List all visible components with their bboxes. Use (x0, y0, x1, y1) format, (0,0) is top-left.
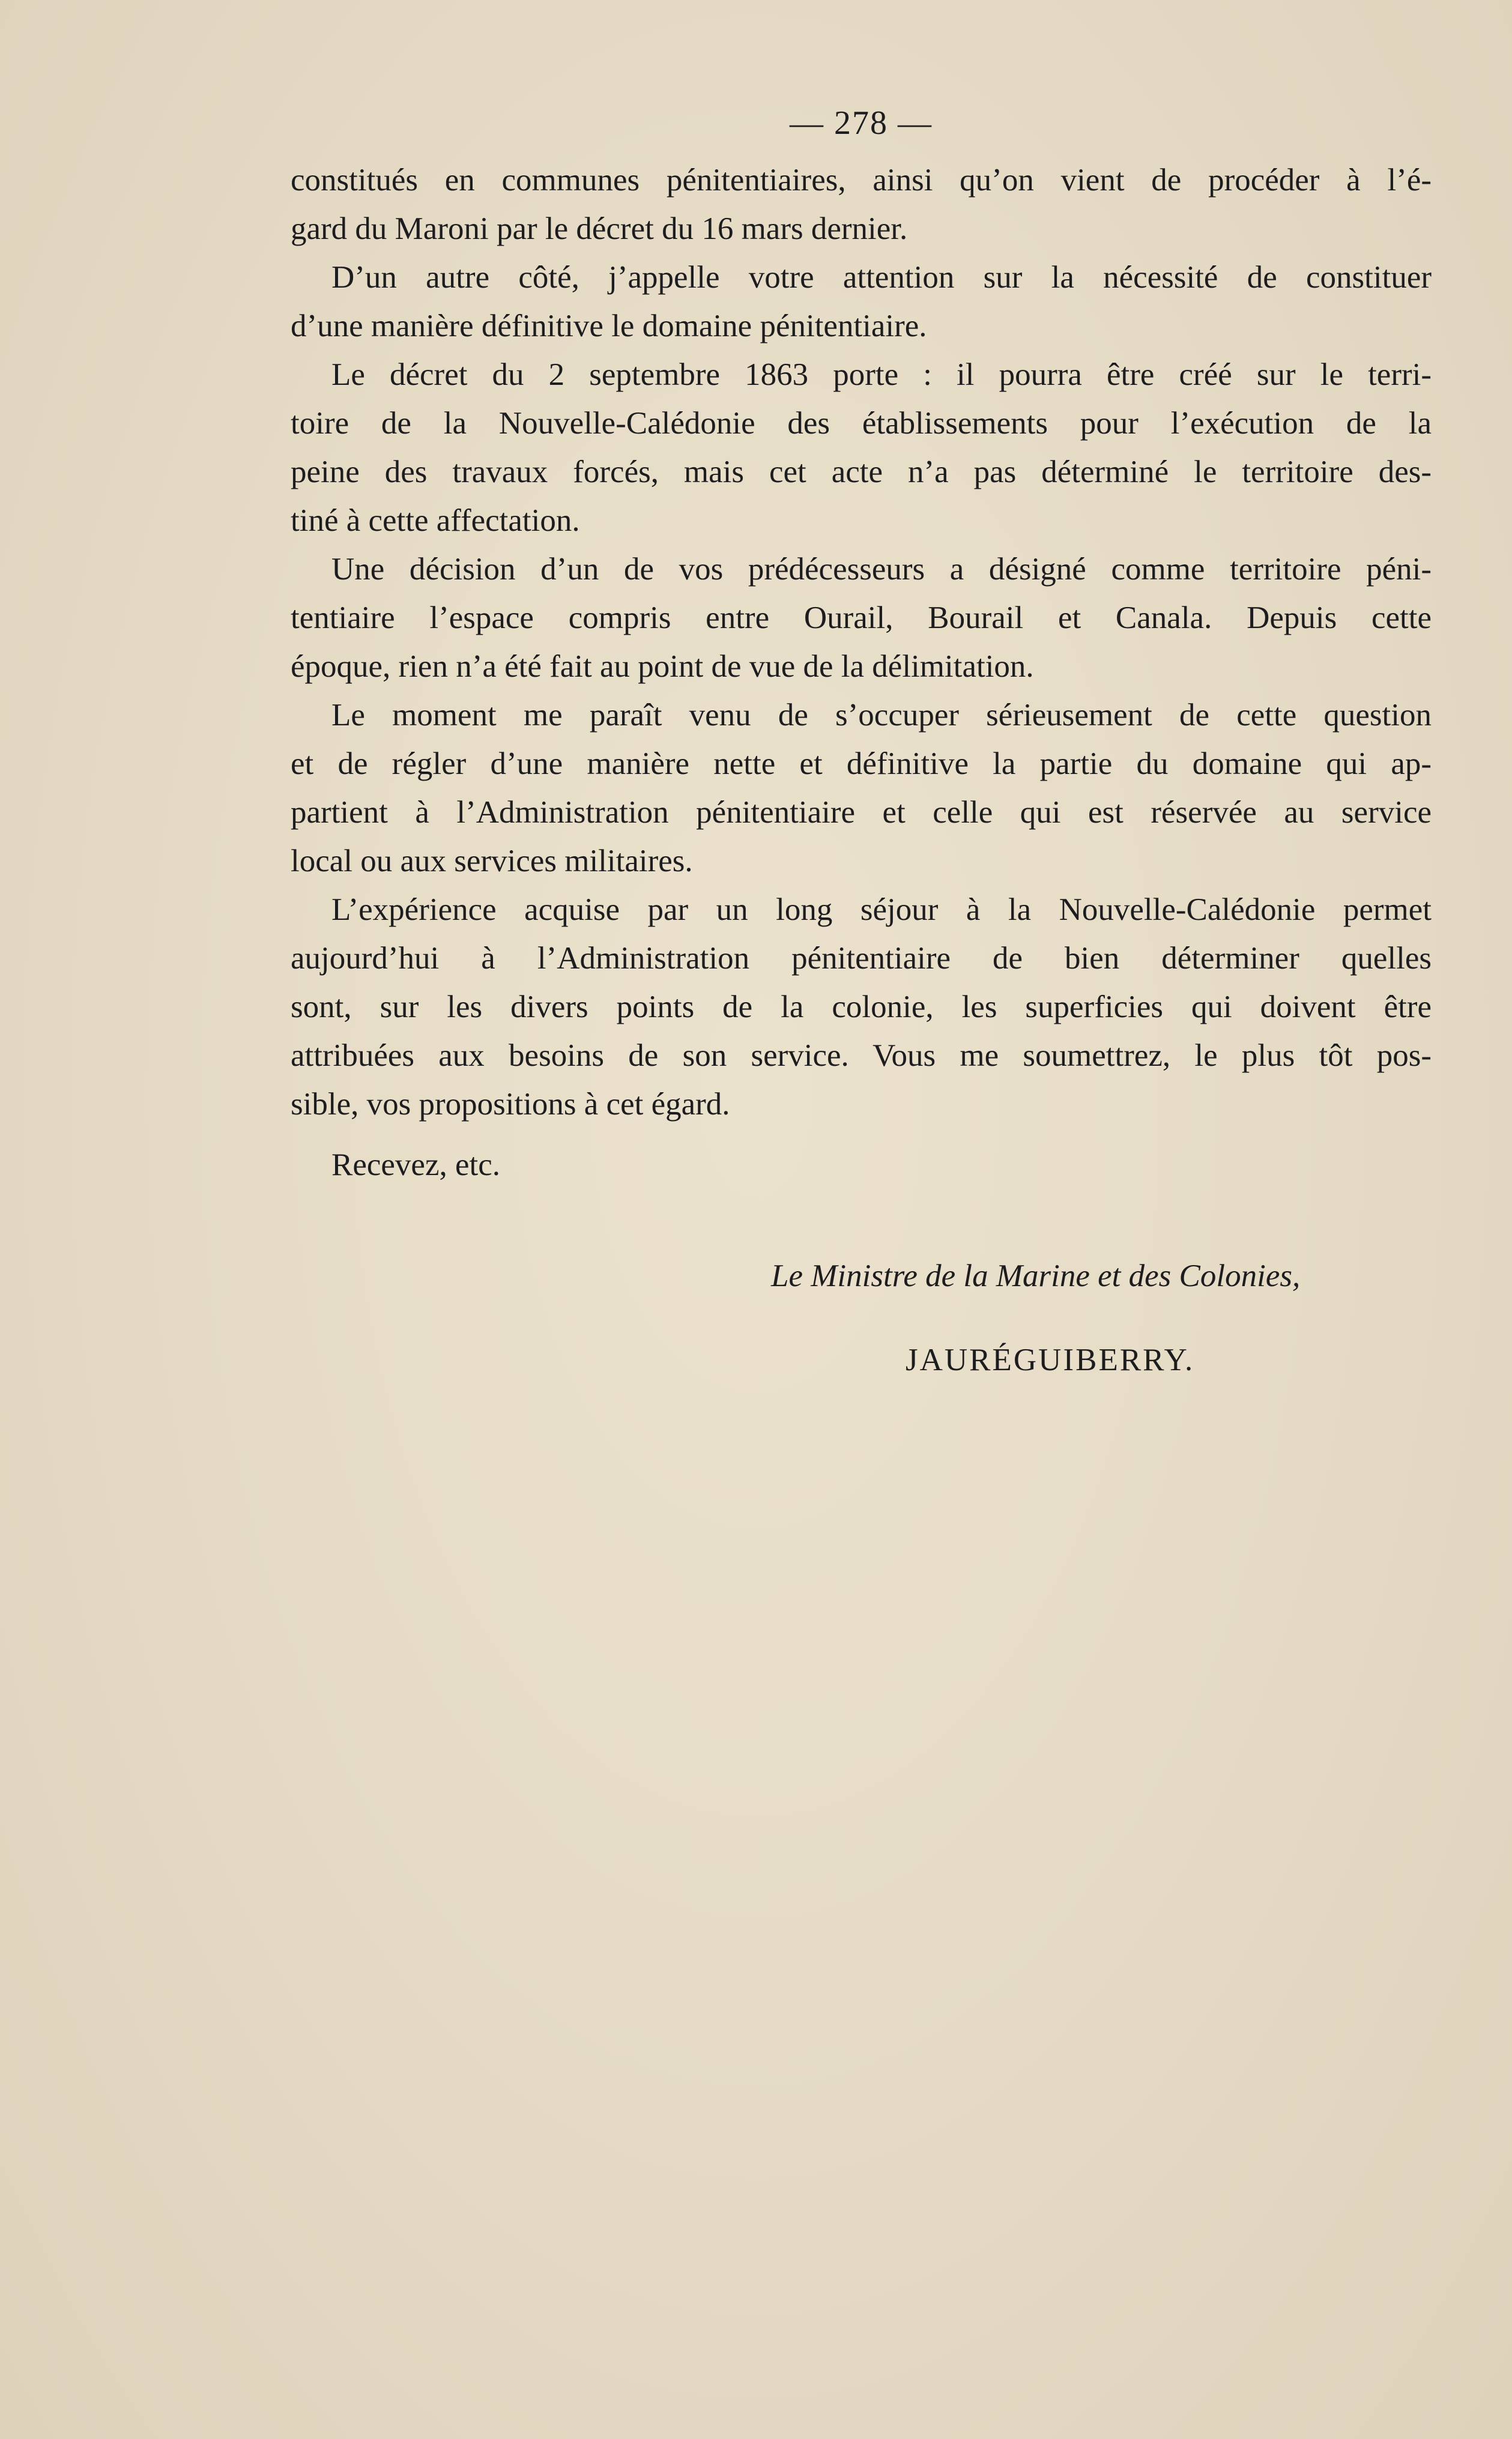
text-line: D’un autre côté, j’appelle votre attention sur la nécessité de constituer (331, 260, 1432, 295)
text-line: et de régler d’une manière nette et définitive la partie du domaine qui ap- (291, 746, 1432, 781)
text-line: constitués en communes pénitentiaires, ainsi qu’on vient de procéder à l’é- (291, 163, 1432, 198)
text-line: peine des travaux forcés, mais cet acte n’a pas déterminé le territoire des- (291, 455, 1432, 489)
text-block (291, 90, 1432, 1189)
text-line: Le décret du 2 septembre 1863 porte : il pourra être créé sur le terri- (331, 357, 1432, 392)
text-line: aujourd’hui à l’Administration pénitentiaire de bien déterminer quelles (291, 941, 1432, 976)
text-line: époque, rien n’a été fait au point de vue de la délimitation. (291, 649, 1034, 684)
text-line: gard du Maroni par le décret du 16 mars dernier. (291, 211, 908, 246)
text-line: Une décision d’un de vos prédécesseurs a désigné comme territoire péni- (331, 552, 1432, 587)
text-line: tentiaire l’espace compris entre Ourail, Bourail et Canala. Depuis cette (291, 600, 1432, 635)
text-line: attribuées aux besoins de son service. Vous me soumettrez, le plus tôt pos- (291, 1038, 1432, 1073)
text-line: local ou aux services militaires. (291, 844, 693, 878)
text-line: Le moment me paraît venu de s’occuper sérieusement de cette question (331, 698, 1432, 733)
signature-name: JAURÉGUIBERRY. (906, 1343, 1195, 1377)
page-number: — 278 — (790, 104, 933, 142)
text-line: d’une manière définitive le domaine pénitentiaire. (291, 309, 927, 343)
text-line: tiné à cette affectation. (291, 503, 580, 538)
text-line: sible, vos propositions à cet égard. (291, 1087, 730, 1122)
signature-title: Le Ministre de la Marine et des Colonies, (771, 1259, 1301, 1293)
text-line: partient à l’Administration pénitentiaire et celle qui est réservée au service (291, 795, 1432, 830)
text-line: sont, sur les divers points de la colonie, les superficies qui doivent être (291, 990, 1432, 1024)
body-text (291, 156, 1432, 1129)
text-line: toire de la Nouvelle-Calédonie des établissements pour l’exécution de la (291, 406, 1432, 441)
closing-line: Recevez, etc. (331, 1147, 500, 1182)
text-line: L’expérience acquise par un long séjour à la Nouvelle-Calédonie permet (331, 892, 1432, 927)
